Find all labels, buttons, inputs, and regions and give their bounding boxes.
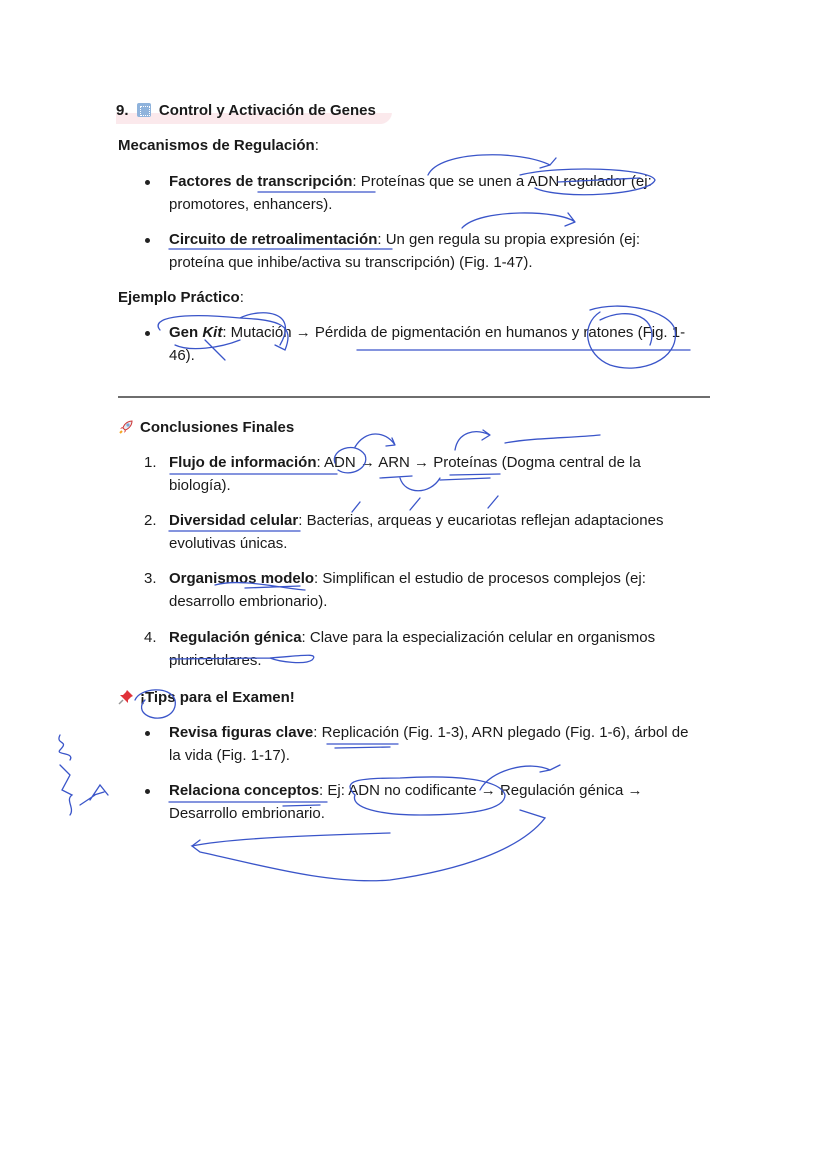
list-item-continuation: pluricelulares. bbox=[169, 652, 262, 669]
section-9-heading bbox=[116, 100, 392, 124]
rocket-emoji-icon bbox=[118, 419, 134, 435]
bullet-icon bbox=[145, 731, 150, 736]
tips-heading: ¡Tips para el Examen! bbox=[118, 687, 295, 709]
list-item-continuation: 46). bbox=[169, 347, 195, 364]
mechanisms-heading: Mecanismos de Regulación: bbox=[118, 137, 319, 154]
list-item-continuation: biología). bbox=[169, 477, 231, 494]
list-item-feedback-circuit: Circuito de retroalimentación: Un gen regula su propia expresión (ej: bbox=[169, 231, 641, 248]
horizontal-divider bbox=[118, 396, 710, 398]
bullet-icon bbox=[145, 789, 150, 794]
conclusion-item-2: Diversidad celular: Bacterias, arqueas y eucariotas reflejan adaptaciones bbox=[169, 512, 664, 529]
list-item-transcription-factors: Factores de transcripción: Proteínas que se unen a ADN regulador (ej: bbox=[169, 173, 652, 190]
list-item-continuation: la vida (Fig. 1-17). bbox=[169, 747, 290, 764]
tip-item-1: Revisa figuras clave: Replicación (Fig. 1-3), ARN plegado (Fig. 1-6), árbol de bbox=[169, 724, 689, 741]
conclusions-heading: Conclusiones Finales bbox=[118, 417, 294, 439]
example-heading: Ejemplo Práctico: bbox=[118, 289, 244, 306]
tip-item-2: Relaciona conceptos: Ej: ADN no codificante → Regulación génica → bbox=[169, 782, 643, 799]
bullet-icon bbox=[145, 331, 150, 336]
conclusion-item-1: Flujo de información: ADN → ARN → Proteínas (Dogma central de la bbox=[169, 454, 641, 471]
conclusion-item-4: Regulación génica: Clave para la especialización celular en organismos bbox=[169, 629, 656, 646]
list-item-continuation: evolutivas únicas. bbox=[169, 535, 288, 552]
list-item-continuation: promotores, enhancers). bbox=[169, 196, 333, 213]
section-number: 9. bbox=[116, 102, 129, 119]
abacus-emoji-icon bbox=[137, 103, 151, 117]
list-item-continuation: desarrollo embrionario). bbox=[169, 593, 328, 610]
conclusion-item-3: Organismos modelo: Simplifican el estudio de procesos complejos (ej: bbox=[169, 570, 646, 587]
list-number: 2. bbox=[144, 512, 157, 529]
list-item-continuation: proteína que inhibe/activa su transcripción) (Fig. 1-47). bbox=[169, 254, 533, 271]
list-item-gen-kit: Gen Kit: Mutación → Pérdida de pigmentación en humanos y ratones (Fig. 1- bbox=[169, 324, 686, 341]
list-number: 4. bbox=[144, 629, 157, 646]
list-number: 1. bbox=[144, 454, 157, 471]
section-title: Control y Activación de Genes bbox=[158, 102, 376, 119]
pushpin-emoji-icon bbox=[118, 689, 134, 705]
bullet-icon bbox=[145, 180, 150, 185]
bullet-icon bbox=[145, 238, 150, 243]
list-number: 3. bbox=[144, 570, 157, 587]
list-item-continuation: Desarrollo embrionario. bbox=[169, 805, 325, 822]
